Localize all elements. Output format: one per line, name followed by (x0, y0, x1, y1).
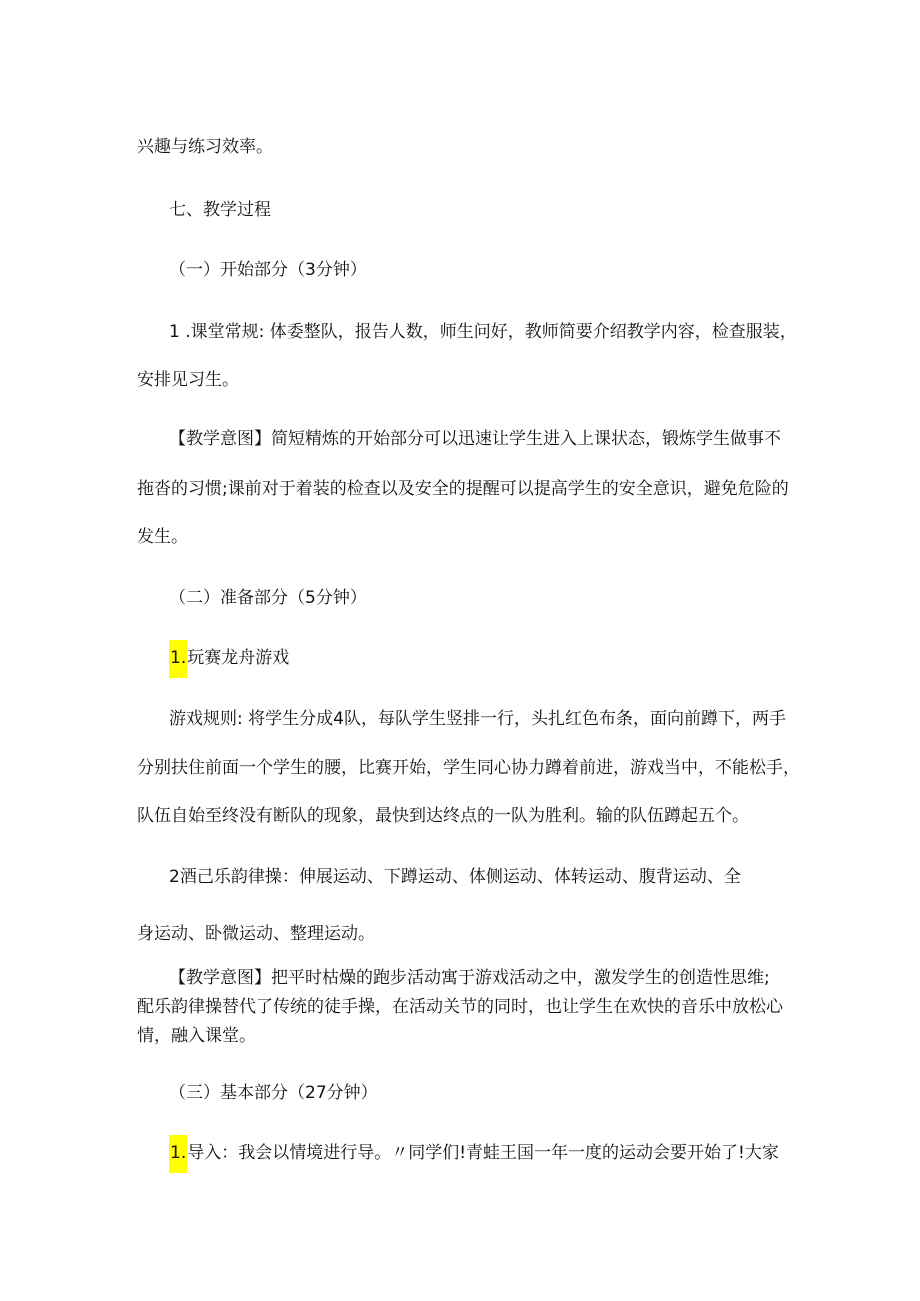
highlighted-marker: 1. (169, 1135, 187, 1173)
numbered-item (169, 646, 289, 670)
text-line: 队伍自始至终没有断队的现象，最快到达终点的一队为胜利。输的队伍蹲起五个。 (137, 806, 749, 826)
text-line: 游戏规则: 将学生分成4队，每队学生竖排一行，头扎红色布条，面向前蹲下，两手 (169, 709, 786, 729)
text-line: 兴趣与练习效率。 (137, 137, 273, 157)
item-text: 玩赛龙舟游戏 (187, 648, 290, 668)
text-line: 【教学意图】把平时枯燥的跑步活动寓于游戏活动之中，激发学生的创造性思维; (169, 968, 770, 988)
item-text: 导入：我会以情境进行导。〃同学们!青蛙王国一年一度的运动会要开始了!大家 (187, 1143, 779, 1163)
highlighted-marker: 1. (169, 640, 187, 678)
text-line: 2酒己乐韵律操：伸展运动、下蹲运动、体侧运动、体转运动、腹背运动、全 (169, 867, 741, 887)
subsection-heading: （二）准备部分（5分钟） (169, 588, 367, 608)
text-line: 情，融入课堂。 (137, 1026, 256, 1046)
text-line: 配乐韵律操替代了传统的徒手操，在活动关节的同时，也让学生在欢快的音乐中放松心 (137, 997, 783, 1017)
subsection-heading: （一）开始部分（3分钟） (169, 260, 367, 280)
text-line: 拖沓的习惯;课前对于着装的检查以及安全的提醒可以提高学生的安全意识，避免危险的 (137, 479, 789, 499)
text-line: 【教学意图】简短精炼的开始部分可以迅速让学生进入上课状态，锻炼学生做事不 (169, 429, 781, 449)
text-line: 1 .课堂常规: 体委整队，报告人数，师生问好，教师简要介绍教学内容，检查服装， (169, 322, 797, 342)
text-line: 分别扶住前面一个学生的腰，比赛开始，学生同心协力蹲着前进，游戏当中，不能松手， (137, 758, 800, 778)
subsection-heading: （三）基本部分（27分钟） (169, 1083, 378, 1103)
text-line: 发生。 (137, 527, 188, 547)
section-heading: 七、教学过程 (169, 200, 271, 220)
text-line: 身运动、卧微运动、整理运动。 (137, 924, 375, 944)
numbered-item (169, 1141, 779, 1165)
text-line: 安排见习生。 (137, 370, 239, 390)
